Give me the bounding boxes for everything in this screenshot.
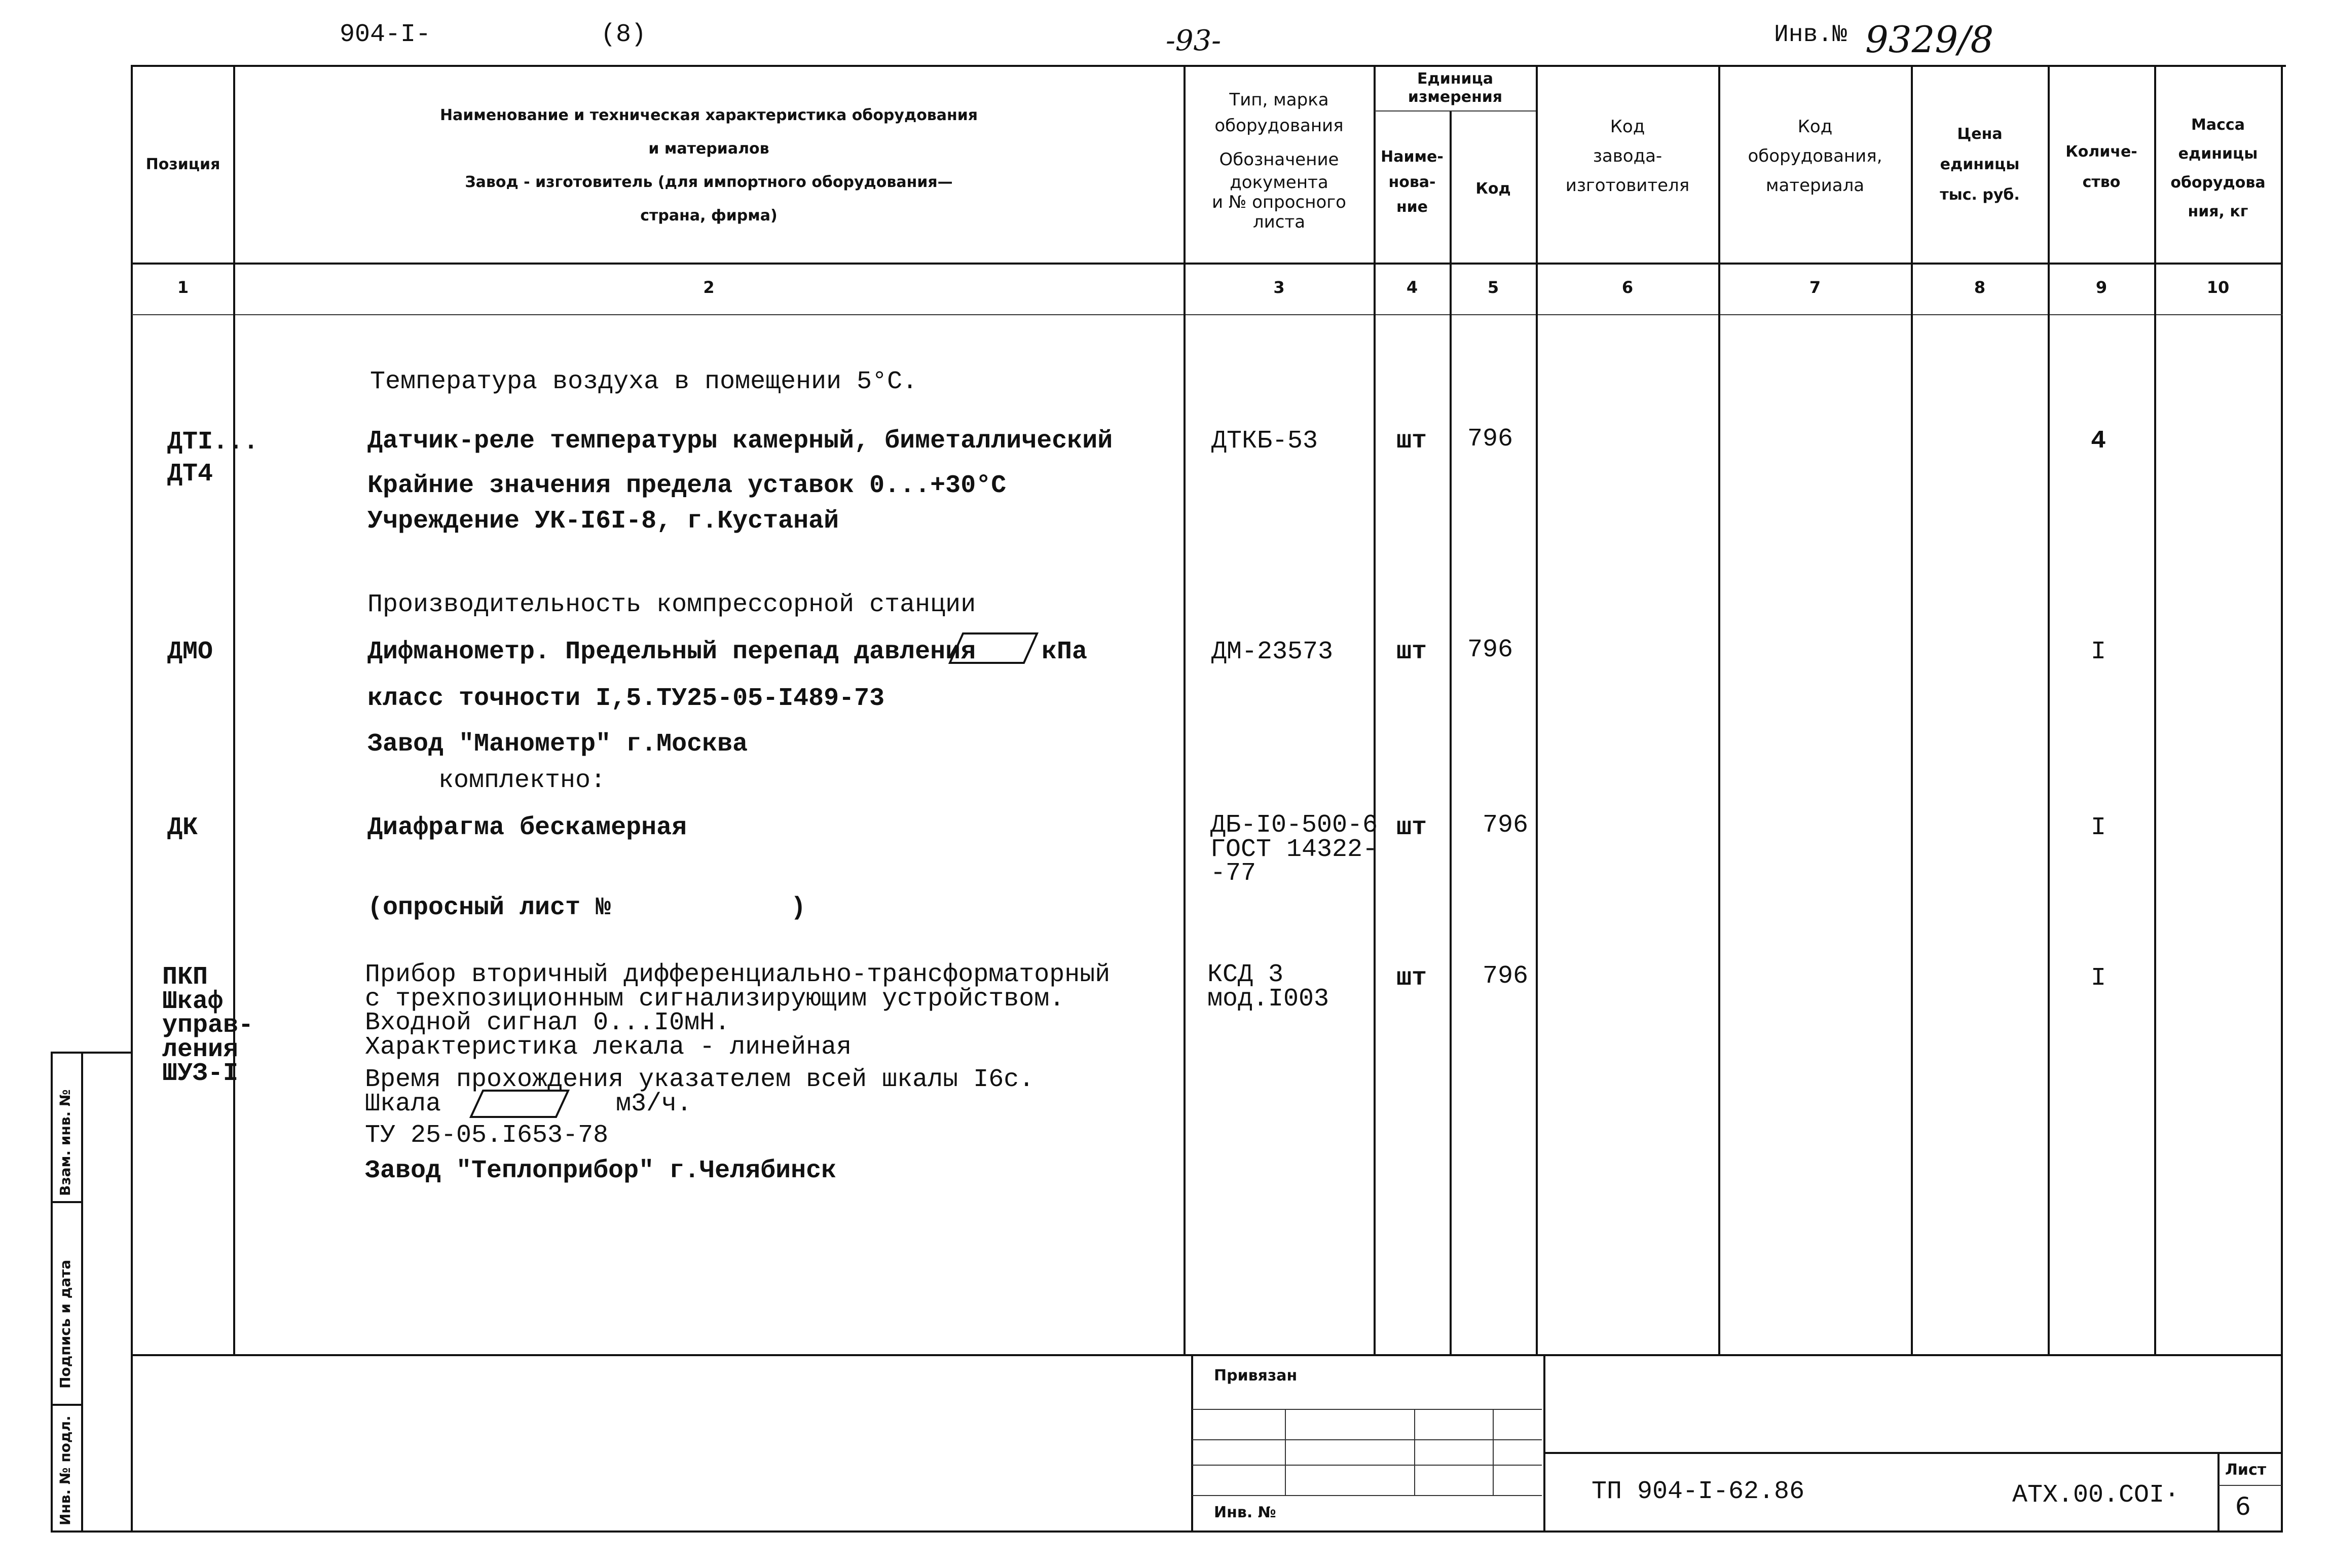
stamp-sheet-line	[2219, 1485, 2282, 1486]
row-2-quantity: 4	[2091, 427, 2106, 456]
stamp-doc-code: ТП 904-I-62.86	[1592, 1477, 1805, 1506]
row-3-name: Производительность компрессорной станции	[367, 590, 976, 619]
row-6-scale-time: Время прохождения указателем всей шкалы I6с.	[365, 1065, 1034, 1094]
inventory-number: 9329/8	[1865, 18, 1994, 61]
row-5-position: ДК	[167, 813, 198, 842]
column-number: 3	[1273, 278, 1285, 297]
header-type: Тип, марка оборудования Обозначение документа и № опросного листа	[1212, 90, 1346, 233]
row-2-limits: Крайние значения предела уставок 0...+30°С	[367, 471, 1007, 500]
units-group-line	[1375, 110, 1536, 111]
header-quantity: Количе- ство	[2065, 143, 2137, 191]
row-5-code: 796	[1483, 811, 1529, 840]
header-unit-name: Наиме- нова- ние	[1381, 148, 1444, 216]
col-divider	[1184, 65, 1186, 1354]
side-strip-left	[51, 1052, 53, 1532]
col-divider	[2048, 65, 2050, 1354]
column-number: 1	[177, 278, 189, 297]
stamp-grid-line	[1414, 1409, 1415, 1495]
row-4-quantity: I	[2091, 638, 2106, 666]
header-equipment-code: Код оборудования, материала	[1748, 117, 1882, 196]
stamp-grid-line	[1192, 1495, 1542, 1496]
row-4-accuracy: класс точности I,5.ТУ25-05-I489-73	[367, 684, 885, 713]
column-number: 9	[2095, 278, 2108, 297]
column-number: 10	[2206, 278, 2230, 297]
colnum-bottom-line	[132, 314, 2283, 315]
row-2-code: 796	[1467, 425, 1513, 454]
row-6-maker: Завод "Теплоприбор" г.Челябинск	[365, 1156, 837, 1185]
column-number: 6	[1621, 278, 1634, 297]
header-price: Цена единицы тыс. руб.	[1940, 125, 2020, 204]
row-6-quantity: I	[2091, 964, 2106, 993]
variant-label: (8)	[601, 20, 647, 49]
row-1-name: Температура воздуха в помещении 5°С.	[370, 367, 918, 396]
row-5-quantity: I	[2091, 813, 2106, 842]
row-2-name: Датчик-реле температуры камерный, биметаллический	[367, 427, 1113, 456]
side-label-replaced-inv: Взам. инв. №	[57, 1089, 73, 1196]
column-number: 2	[703, 278, 715, 297]
side-label-inv-original: Инв. № подл.	[57, 1415, 73, 1525]
col-divider	[1718, 65, 1720, 1354]
row-4-set: комплектно:	[438, 766, 606, 795]
row-6-scale-unit: м3/ч.	[616, 1090, 692, 1118]
stamp-doc-mark: АТХ.00.СОI·	[2012, 1481, 2180, 1510]
row-2-type: ДТКБ-53	[1211, 427, 1318, 456]
side-strip-line	[51, 1201, 81, 1203]
side-label-signature-date: Подпись и дата	[57, 1259, 73, 1389]
column-number: 5	[1487, 278, 1499, 297]
col-divider	[1536, 65, 1538, 1354]
header-bottom-line	[132, 263, 2283, 265]
page-number: -93-	[1166, 24, 1222, 57]
row-4-name: Дифманометр. Предельный перепад давления	[367, 638, 976, 666]
row-4-type: ДМ-23573	[1211, 638, 1334, 666]
frame-top	[132, 65, 2286, 67]
side-strip-bottom	[51, 1530, 132, 1533]
column-number: 4	[1406, 278, 1418, 297]
series-label: 904-I-	[340, 20, 431, 49]
stamp-sheet-label: Лист	[2225, 1461, 2267, 1479]
row-2-maker: Учреждение УК-I6I-8, г.Кустанай	[367, 507, 839, 536]
col-divider	[233, 65, 235, 1354]
stamp-inv: Инв. №	[1214, 1504, 1276, 1521]
row-4-maker: Завод "Манометр" г.Москва	[367, 730, 748, 759]
stamp-divider	[1191, 1354, 1193, 1532]
row-2-unit: шт	[1396, 427, 1427, 456]
header-factory-code: Код завода- изготовителя	[1565, 117, 1690, 196]
row-4-position: ДМО	[167, 638, 213, 666]
row-6-spec: ТУ 25-05.I653-78	[365, 1121, 609, 1150]
stamp-grid-line	[1285, 1409, 1286, 1495]
row-4-unit-kpa: кПа	[1042, 638, 1088, 666]
blank-input-box	[948, 631, 1039, 665]
stamp-grid-line	[1192, 1439, 1542, 1440]
stamp-bound: Привязан	[1214, 1367, 1298, 1385]
frame-right	[2281, 65, 2283, 1532]
side-strip-right	[81, 1052, 83, 1532]
row-5-questionnaire-close: )	[791, 893, 806, 922]
row-5-unit: шт	[1396, 813, 1427, 842]
stamp-grid-line	[1192, 1465, 1542, 1466]
row-4-unit: шт	[1396, 638, 1427, 666]
stamp-grid-line	[1192, 1409, 1542, 1410]
col-divider	[1450, 110, 1452, 1354]
header-units-group: Единица измерения	[1408, 70, 1503, 106]
col-divider	[1911, 65, 1913, 1354]
table-end-line	[131, 1354, 2283, 1356]
stamp-grid-line	[1493, 1409, 1494, 1495]
row-6-scale-label: Шкала	[365, 1090, 441, 1118]
row-6-position: ПКП Шкаф управ- ления ШУЗ-I	[162, 963, 254, 1088]
row-5-name: Диафрагма бескамерная	[367, 813, 687, 842]
header-name: Наименование и техническая характеристика оборудования и материалов Завод - изготовитель (для импортного оборудования— страна, фирма)	[439, 106, 978, 225]
frame-bottom	[131, 1530, 2283, 1533]
header-position: Позиция	[145, 156, 220, 173]
column-number: 7	[1809, 278, 1821, 297]
stamp-line	[1543, 1452, 2282, 1454]
row-6-type: КСД 3 мод.I003	[1207, 960, 1329, 1014]
col-divider	[1374, 65, 1376, 1354]
blank-scale-box	[469, 1089, 570, 1119]
inventory-label: Инв.№	[1774, 21, 1847, 49]
stamp-divider	[1543, 1354, 1545, 1532]
stamp-sheet-number: 6	[2235, 1492, 2251, 1521]
row-6-name: Прибор вторичный дифференциально-трансформаторный с трехпозиционным сигнализирующим устройством. Входной сигнал 0...I0мН. Характеристика лекала - линейная	[365, 960, 1111, 1062]
row-6-code: 796	[1483, 962, 1529, 991]
side-strip-top	[51, 1052, 132, 1054]
row-5-questionnaire: (опросный лист №	[367, 893, 611, 922]
header-mass: Масса единицы оборудова ния, кг	[2170, 116, 2266, 220]
row-2-position: ДТI... ДТ4	[167, 428, 259, 489]
side-strip-line	[51, 1404, 81, 1406]
row-5-type: ДБ-I0-500-6 ГОСТ 14322- -77	[1210, 811, 1378, 888]
row-4-code: 796	[1467, 636, 1513, 664]
stamp-sheet-divider	[2217, 1452, 2220, 1532]
row-6-unit: шт	[1396, 964, 1427, 993]
header-unit-code: Код	[1475, 180, 1511, 198]
column-number: 8	[1974, 278, 1986, 297]
col-divider	[2154, 65, 2156, 1354]
